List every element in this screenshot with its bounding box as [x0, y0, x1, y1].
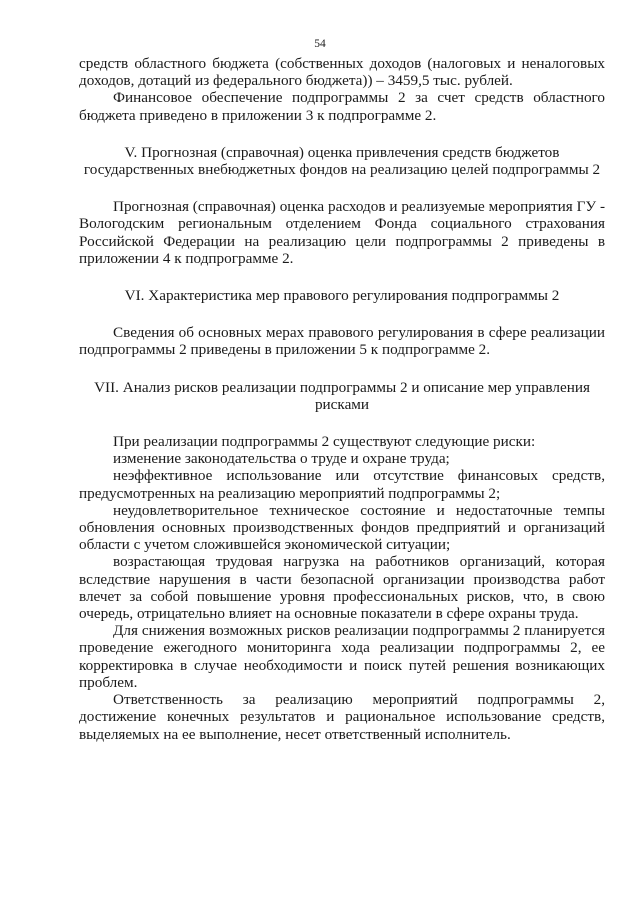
- risk-item-workload: возрастающая трудовая нагрузка на работников организаций, которая вследствие нарушения в части безопасной организации производства работ влечет за собой повышение уровня профессиональных рисков, что, в свою очередь, отрицательно влияет на основные показатели в сфере охраны труда.: [79, 553, 605, 623]
- paragraph-responsibility: Ответственность за реализацию мероприятий подпрограммы 2, достижение конечных результатов и рациональное использование средств, выделяемых на ее выполнение, несет ответственный исполнитель.: [79, 691, 605, 743]
- paragraph-forecast-appendix-4: Прогнозная (справочная) оценка расходов и реализуемые мероприятия ГУ - Вологодским региональным отделением Фонда социального страхования Российской Федерации на реализацию цели подпрограммы 2 приведены в приложении 4 к подпрограмме 2.: [79, 198, 605, 267]
- section-heading-v: V. Прогнозная (справочная) оценка привлечения средств бюджетов государственных внебюджетных фондов на реализацию целей подпрограммы 2: [83, 143, 601, 179]
- risk-item-technical-state: неудовлетворительное техническое состояние и недостаточные темпы обновления основных производственных фондов предприятий и организаций области с учетом сложившейся экономической ситуации;: [79, 501, 605, 554]
- paragraph-risks-intro: При реализации подпрограммы 2 существуют следующие риски:: [113, 433, 536, 451]
- risk-item-financing: неэффективное использование или отсутствие финансовых средств, предусмотренных на реализацию мероприятий подпрограммы 2;: [79, 467, 605, 502]
- paragraph-financing-appendix-3: Финансовое обеспечение подпрограммы 2 за счет средств областного бюджета приведено в приложении 3 к подпрограмме 2.: [79, 89, 605, 124]
- paragraph-budget-sources: средств областного бюджета (собственных доходов (налоговых и неналоговых доходов, дотаций из федерального бюджета)) – 3459,5 тыс. рублей.: [79, 55, 605, 90]
- paragraph-risk-mitigation: Для снижения возможных рисков реализации подпрограммы 2 планируется проведение ежегодного мониторинга хода реализации подпрограммы 2, ее корректировка в случае необходимости и поиск путей решения возникающих проблем.: [79, 622, 605, 691]
- section-heading-vii: VII. Анализ рисков реализации подпрограммы 2 и описание мер управления рисками: [94, 378, 590, 413]
- risk-item-legislation: изменение законодательства о труде и охране труда;: [113, 450, 450, 468]
- paragraph-legal-regulation-appendix-5: Сведения об основных мерах правового регулирования в сфере реализации подпрограммы 2 приведены в приложении 5 к подпрограмме 2.: [79, 324, 605, 359]
- page-content: [79, 55, 605, 743]
- page-number: 54: [314, 38, 326, 50]
- section-heading-vi: VI. Характеристика мер правового регулирования подпрограммы 2: [124, 287, 560, 305]
